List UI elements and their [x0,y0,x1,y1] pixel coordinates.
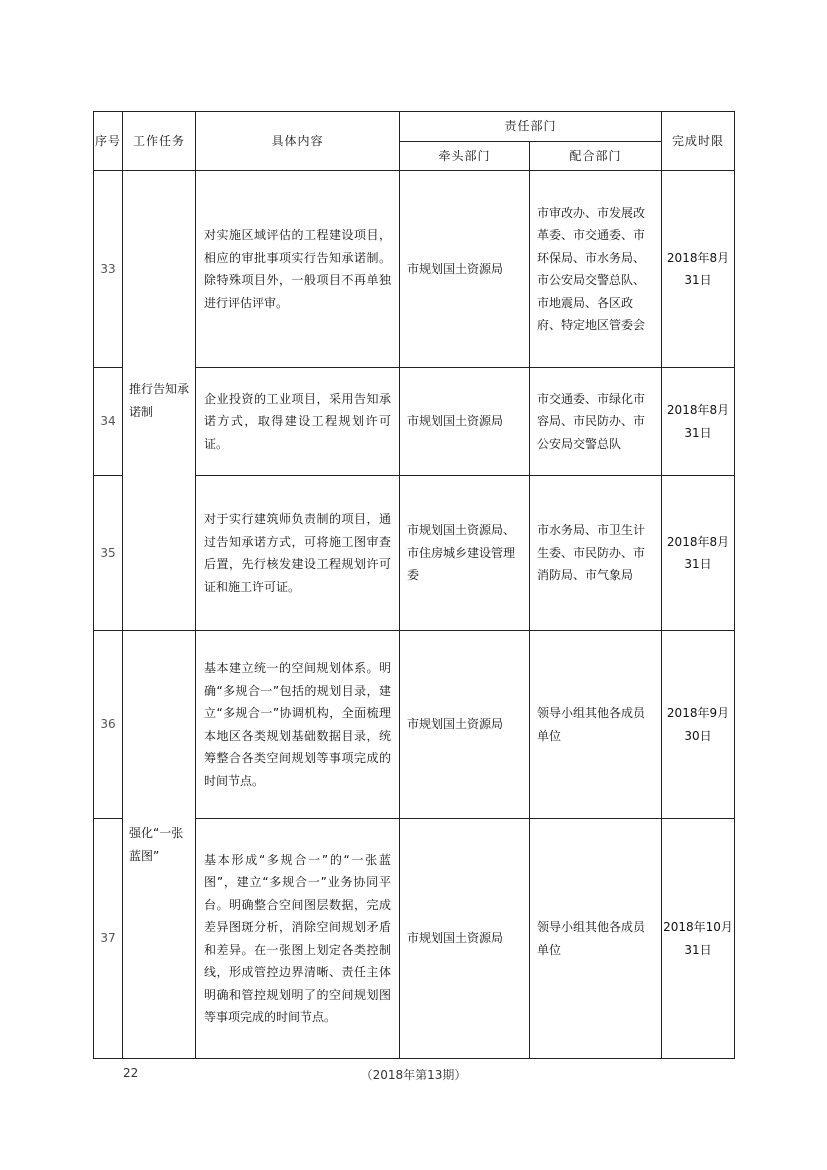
row-number: 37 [94,819,123,1059]
lead-dept-cell: 市规划国土资源局 [400,631,530,819]
header-responsible: 责任部门 [400,112,662,142]
lead-dept-cell: 市规划国土资源局 [400,819,530,1059]
task-table [93,111,735,1059]
table-row [94,171,735,368]
row-number: 36 [94,631,123,819]
deadline-cell: 2018年10月31日 [662,819,735,1059]
deadline-cell: 2018年9月30日 [662,631,735,819]
lead-dept-cell: 市规划国土资源局、市住房城乡建设管理委 [400,476,530,631]
issue-label: （2018年第13期） [360,1068,467,1082]
header-task: 工作任务 [123,112,196,171]
row-number: 35 [94,476,123,631]
deadline-cell: 2018年8月31日 [662,476,735,631]
content-cell: 对实施区域评估的工程建设项目，相应的审批事项实行告知承诺制。除特殊项目外，一般项目不再单独进行评估评审。 [196,171,400,368]
coop-dept-cell: 领导小组其他各成员单位 [530,819,662,1059]
lead-dept-cell: 市规划国土资源局 [400,171,530,368]
lead-dept-cell: 市规划国土资源局 [400,368,530,476]
row-number: 33 [94,171,123,368]
deadline-cell: 2018年8月31日 [662,368,735,476]
header-lead-dept: 牵头部门 [400,141,530,171]
content-cell: 对于实行建筑师负责制的项目，通过告知承诺方式，可将施工图审查后置，先行核发建设工程规划许可证和施工许可证。 [196,476,400,631]
header-content: 具体内容 [196,112,400,171]
header-row-1 [94,112,735,142]
task-cell: 推行告知承诺制 [123,171,196,631]
row-number: 34 [94,368,123,476]
coop-dept-cell: 市交通委、市绿化市容局、市民防办、市公安局交警总队 [530,368,662,476]
content-cell: 基本建立统一的空间规划体系。明确“多规合一”包括的规划目录，建立“多规合一”协调机构，全面梳理本地区各类规划基础数据目录，统筹整合各类空间规划等事项完成的时间节点。 [196,631,400,819]
coop-dept-cell: 市水务局、市卫生计生委、市民防办、市消防局、市气象局 [530,476,662,631]
content-cell: 企业投资的工业项目，采用告知承诺方式，取得建设工程规划许可证。 [196,368,400,476]
page-number: 22 [123,1066,139,1080]
task-cell: 强化“一张蓝图” [123,631,196,1059]
coop-dept-cell: 市审改办、市发展改革委、市交通委、市环保局、市水务局、市公安局交警总队、市地震局、各区政府、特定地区管委会 [530,171,662,368]
coop-dept-cell: 领导小组其他各成员单位 [530,631,662,819]
header-seq: 序号 [94,112,123,171]
header-coop-dept: 配合部门 [530,141,662,171]
header-deadline: 完成时限 [662,112,735,171]
deadline-cell: 2018年8月31日 [662,171,735,368]
content-cell: 基本形成“多规合一”的“一张蓝图”，建立“多规合一”业务协同平台。明确整合空间图层数据，完成差异图斑分析，消除空间规划矛盾和差异。在一张图上划定各类控制线，形成管控边界清晰、责任主体明确和管控规划明了的空间规划图等事项完成的时间节点。 [196,819,400,1059]
table-row [94,631,735,819]
